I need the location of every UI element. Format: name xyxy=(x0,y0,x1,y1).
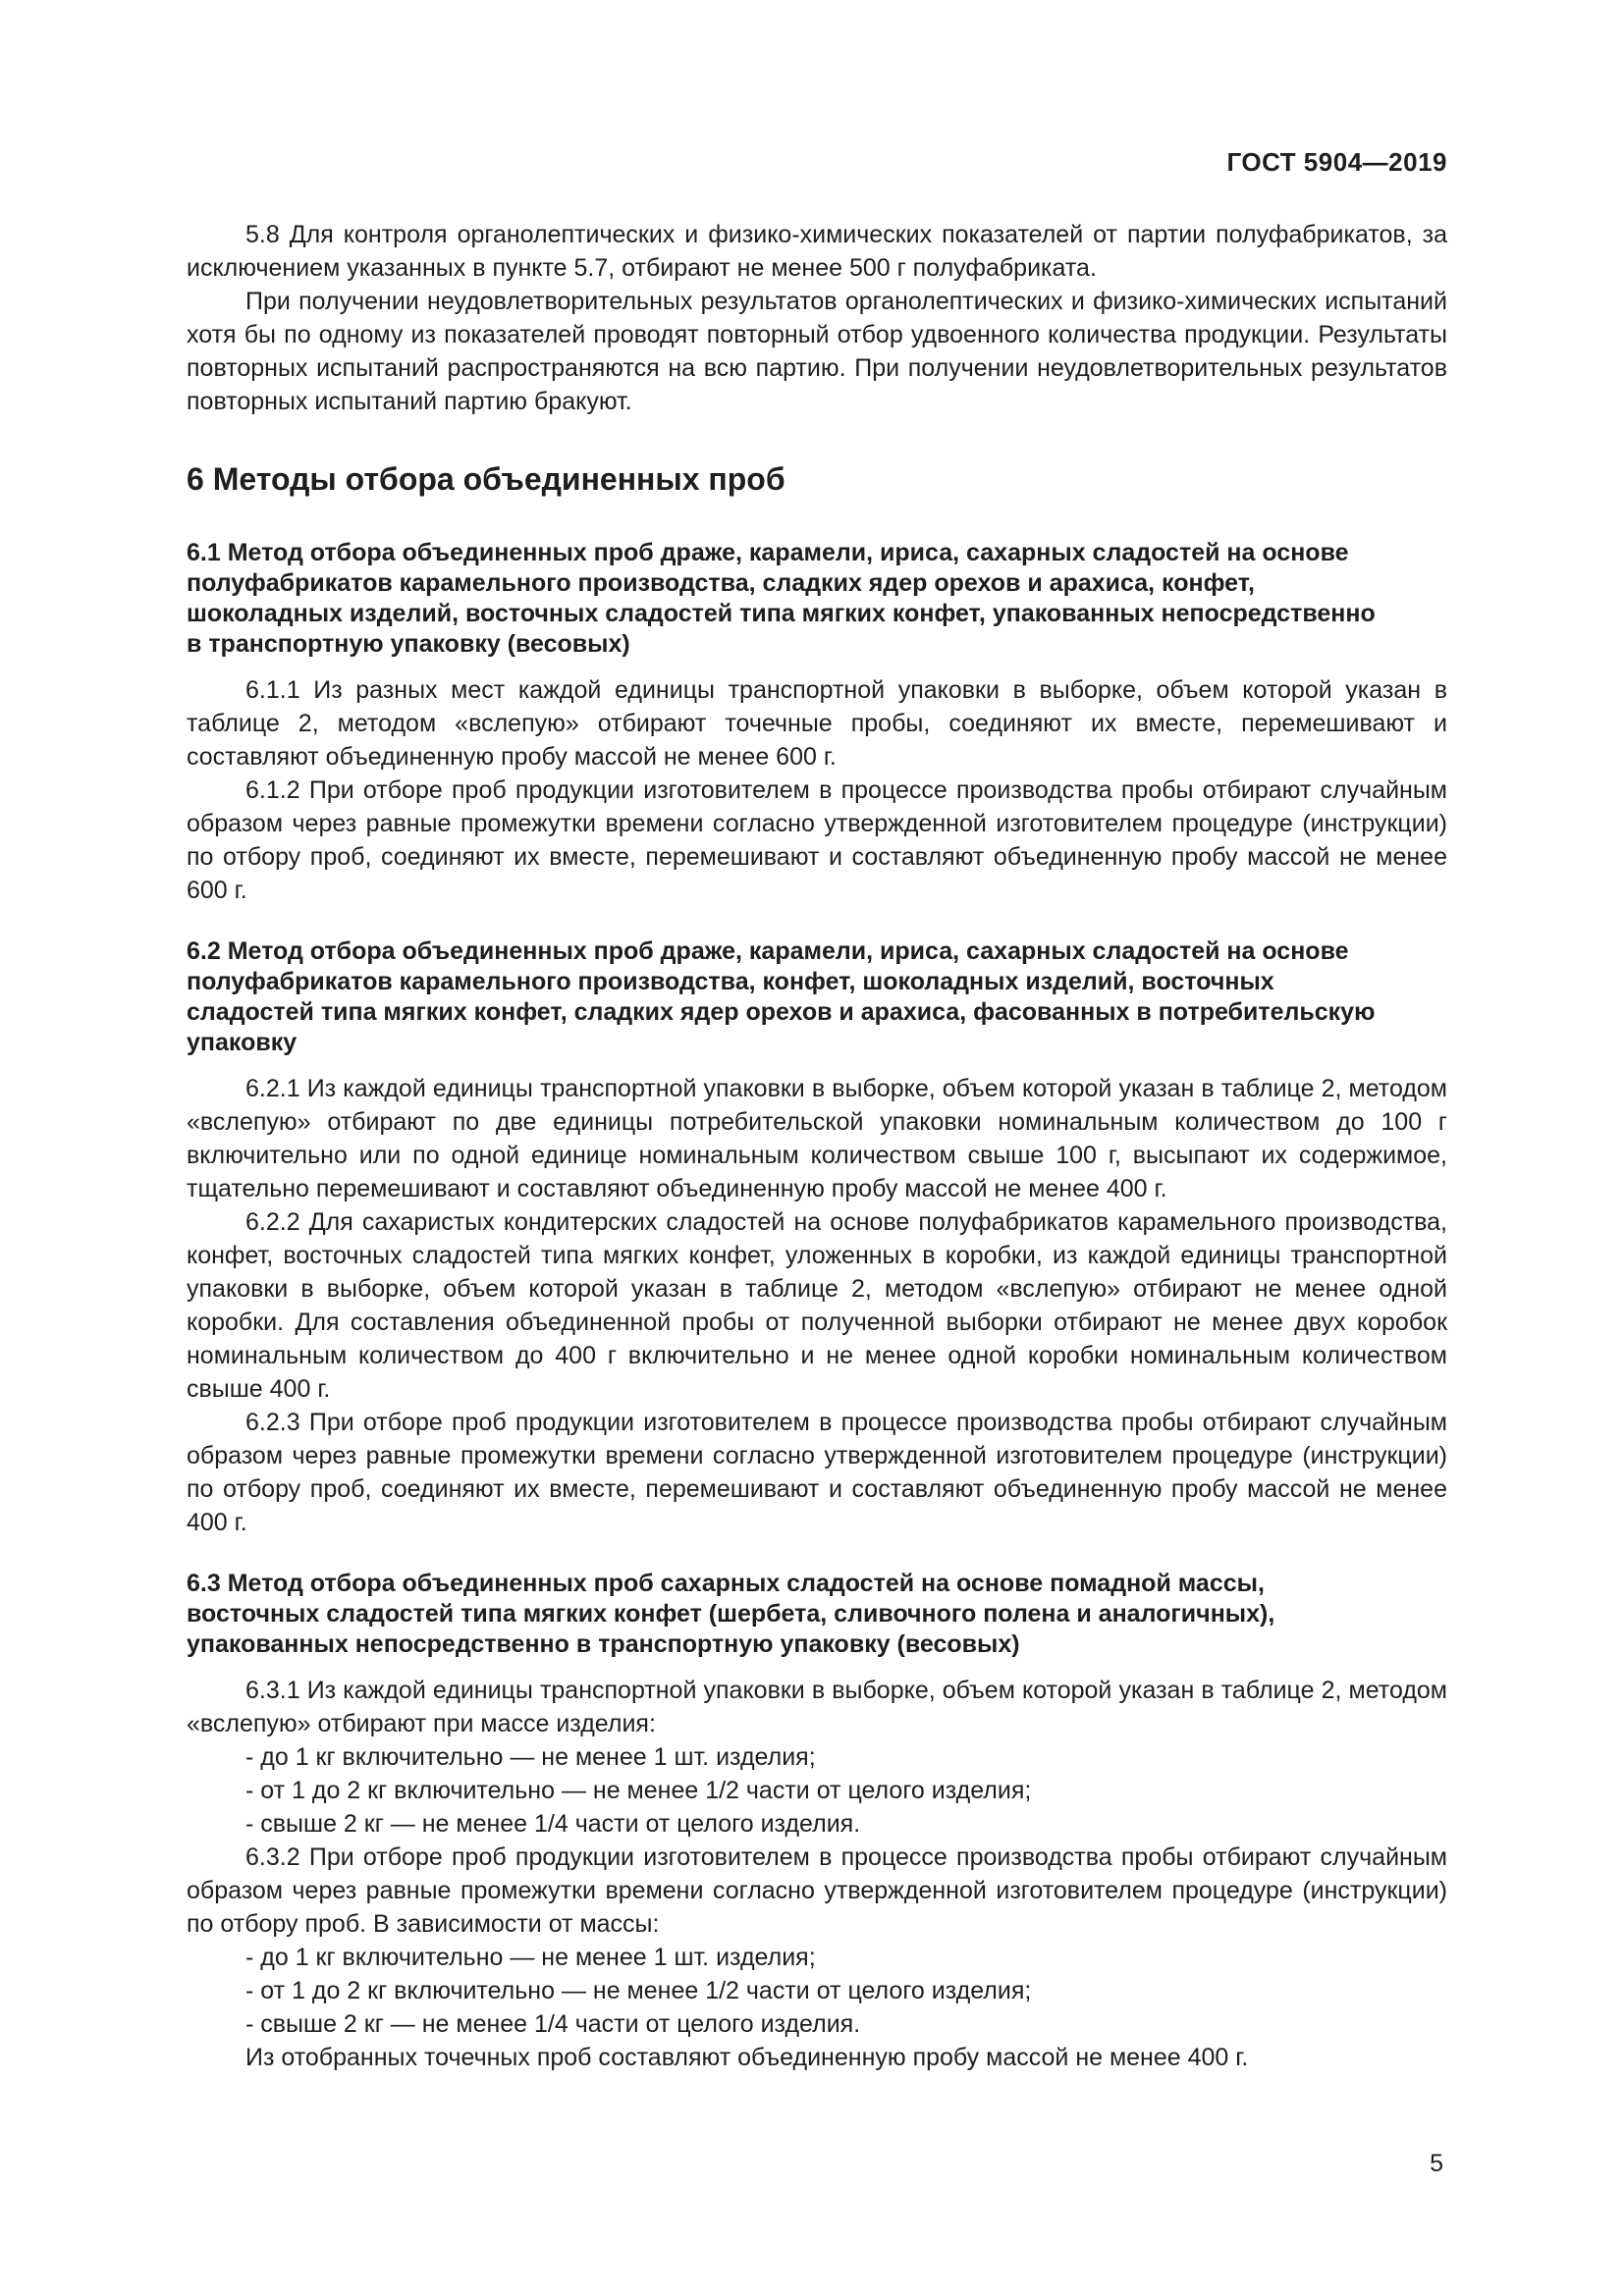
paragraph-retest: При получении неудовлетворительных результатов органолептических и физико-химических испытаний хотя бы по одному из показателей проводят повторный отбор удвоенного количества продукции. Результаты повторных испытаний распространяются на всю партию. При получении неудовлетворительных результатов повторных испытаний партию бракуют. xyxy=(187,288,1447,415)
paragraph-6-2-1: 6.2.1 Из каждой единицы транспортной упаковки в выборке, объем которой указан в таблице 2, методом «вслепую» отбирают по две единицы потребительской упаковки номинальным количеством до 100 г включительно или по одной единице номинальным количеством свыше 100 г, высыпают их содержимое, тщательно перемешивают и составляют объединенную пробу массой не менее 400 г. xyxy=(187,1075,1447,1202)
subsection-6-3-title: 6.3 Метод отбора объединенных проб сахарных сладостей на основе помадной массы, восточных сладостей типа мягких конфет (шербета, сливочного полена и аналогичных), упакованных непосредственно в транспортную упаковку (весовых) xyxy=(187,1570,1275,1658)
paragraph-6-2-2: 6.2.2 Для сахаристых кондитерских сладостей на основе полуфабрикатов карамельного производства, конфет, восточных сладостей типа мягких конфет, уложенных в коробки, из каждой единицы транспортной упаковки в выборке, объем которой указан в таблице 2, методом «вслепую» отбирают не менее одной коробки. Для составления объединенной пробы от полученной выборки отбирают не менее двух коробок номинальным количеством до 400 г включительно и не менее одной коробки номинальным количеством свыше 400 г. xyxy=(187,1208,1447,1403)
subsection-6-1 xyxy=(187,538,1447,907)
list-item: - до 1 кг включительно — не менее 1 шт. изделия; xyxy=(245,1743,816,1771)
document-code-header: ГОСТ 5904—2019 xyxy=(1226,147,1447,177)
paragraph-6-3-2: 6.3.2 При отборе проб продукции изготовителем в процессе производства пробы отбирают случайным образом через равные промежутки времени согласно утвержденной изготовителем процедуре (инструкции) по отбору проб. В зависимости от массы: xyxy=(187,1843,1447,1938)
list-item: - до 1 кг включительно — не менее 1 шт. изделия; xyxy=(245,1944,816,1971)
list-item: - свыше 2 кг — не менее 1/4 части от целого изделия. xyxy=(245,2010,861,2038)
paragraph-6-2-3: 6.2.3 При отборе проб продукции изготовителем в процессе производства пробы отбирают случайным образом через равные промежутки времени согласно утвержденной изготовителем процедуре (инструкции) по отбору проб, соединяют их вместе, перемешивают и составляют объединенную пробу массой не менее 400 г. xyxy=(187,1409,1447,1536)
subsection-6-2-title: 6.2 Метод отбора объединенных проб драже, карамели, ириса, сахарных сладостей на основе полуфабрикатов карамельного производства, конфет, шоколадных изделий, восточных сладостей типа мягких конфет, сладких ядер орехов и арахиса, фасованных в потребительскую упаковку xyxy=(187,937,1376,1056)
list-item: - от 1 до 2 кг включительно — не менее 1/2 части от целого изделия; xyxy=(245,1977,1032,2004)
paragraph-6-1-2: 6.1.2 При отборе проб продукции изготовителем в процессе производства пробы отбирают случайным образом через равные промежутки времени согласно утвержденной изготовителем процедуре (инструкции) по отбору проб, соединяют их вместе, перемешивают и составляют объединенную пробу массой не менее 600 г. xyxy=(187,776,1447,904)
paragraph-6-1-1: 6.1.1 Из разных мест каждой единицы транспортной упаковки в выборке, объем которой указан в таблице 2, методом «вслепую» отбирают точечные пробы, соединяют их вместе, перемешивают и составляют объединенную пробу массой не менее 600 г. xyxy=(187,676,1447,771)
page-content xyxy=(187,218,1447,2074)
subsection-6-2 xyxy=(187,936,1447,1539)
paragraph-5-8: 5.8 Для контроля органолептических и физико-химических показателей от партии полуфабрикатов, за исключением указанных в пункте 5.7, отбирают не менее 500 г полуфабриката. xyxy=(187,221,1447,282)
list-item: - от 1 до 2 кг включительно — не менее 1/2 части от целого изделия; xyxy=(245,1777,1032,1804)
paragraph-final: Из отобранных точечных проб составляют объединенную пробу массой не менее 400 г. xyxy=(245,2044,1249,2071)
list-item: - свыше 2 кг — не менее 1/4 части от целого изделия. xyxy=(245,1810,861,1838)
paragraph-6-3-1: 6.3.1 Из каждой единицы транспортной упаковки в выборке, объем которой указан в таблице 2, методом «вслепую» отбирают при массе изделия: xyxy=(187,1677,1447,1737)
subsection-6-3 xyxy=(187,1569,1447,2074)
page-number: 5 xyxy=(1430,2150,1443,2177)
subsection-6-1-title: 6.1 Метод отбора объединенных проб драже, карамели, ириса, сахарных сладостей на основе полуфабрикатов карамельного производства, сладких ядер орехов и арахиса, конфет, шоколадных изделий, восточных сладостей типа мягких конфет, упакованных непосредственно в транспортную упаковку (весовых) xyxy=(187,539,1376,658)
section-6-title: 6 Методы отбора объединенных проб xyxy=(187,461,785,497)
